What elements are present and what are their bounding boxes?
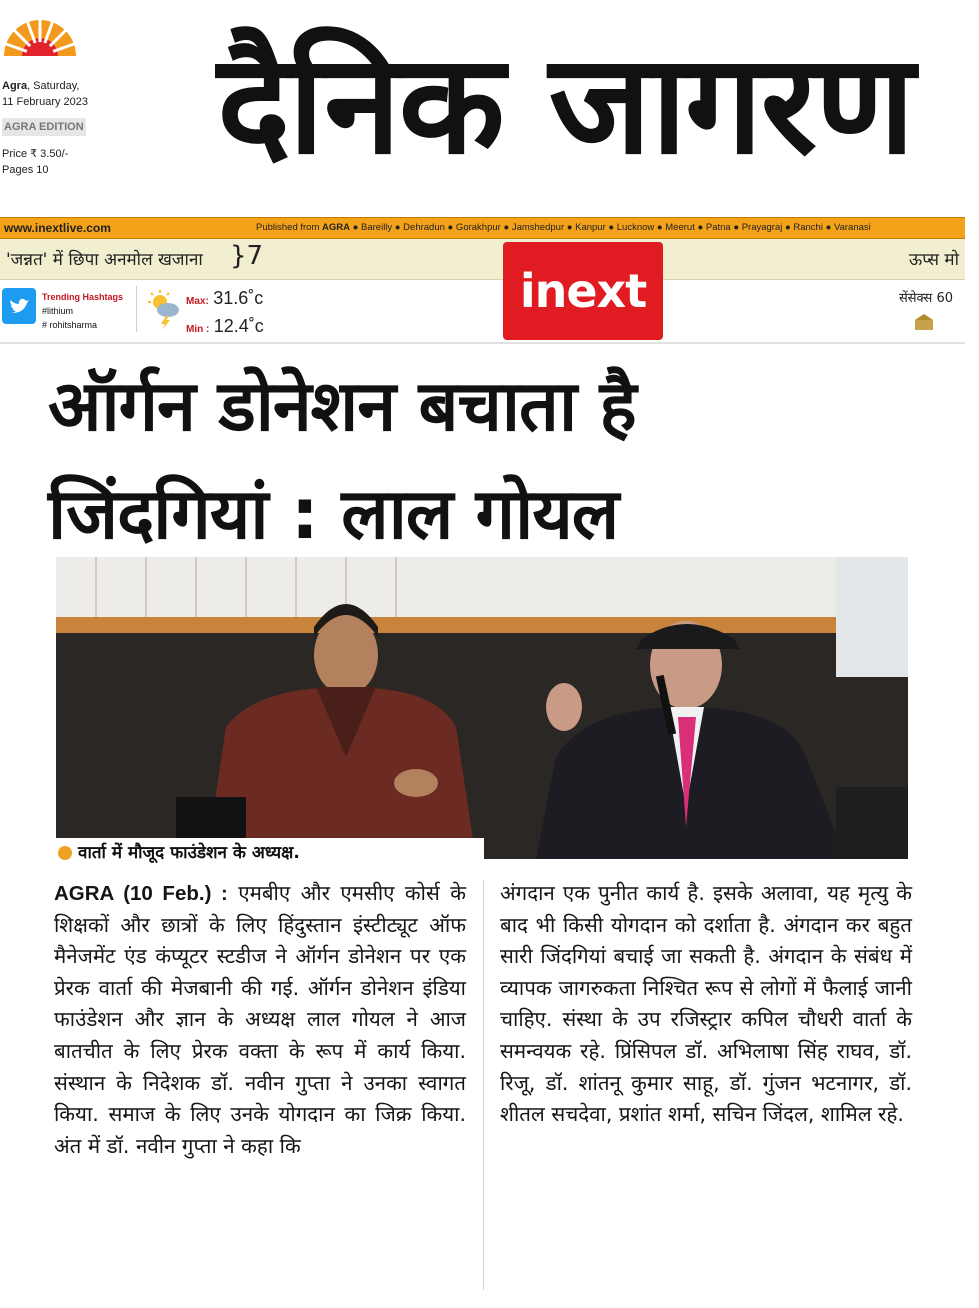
jagran-sun-logo-icon	[2, 4, 78, 56]
article-text: एमबीए और एमसीए कोर्स के शिक्षकों और छात्रों के लिए हिंदुस्तान इंस्टीट्यूट ऑफ मैनेजमेंट एंड कंप्यूटर स्टडीज ने ऑर्गन डोनेशन पर एक प्रेरक वार्ता की मेजबानी की गई. ऑर्गन डोनेशन इंडिया फाउंडेशन और ज्ञान के अध्यक्ष लाल गोयल ने आज बातचीत के लिए प्रेरक वक्ता के रूप में कार्य किया. संस्थान के निदेशक डॉ. नवीन गुप्ता ने उनका स्वागत किया. समाज के लिए उनके योगदान का जिक्र किया. अंत में डॉ. नवीन गुप्ता ने कहा कि	[54, 881, 466, 1158]
temperature-readout	[186, 286, 264, 342]
published-from	[256, 218, 871, 238]
publication-strip	[0, 217, 965, 239]
price: Price ₹ 3.50/-	[2, 148, 69, 160]
twitter-icon	[2, 286, 36, 326]
page-count: Pages 10	[2, 164, 49, 176]
article-column-1	[54, 878, 466, 1162]
article-column-2	[500, 878, 912, 1131]
trending-hashtags	[42, 290, 123, 332]
inext-logo: inext	[503, 242, 663, 340]
max-label: Max:	[186, 296, 209, 307]
edition-badge: AGRA EDITION	[2, 118, 86, 136]
other-cities: ● Bareilly ● Dehradun ● Gorakhpur ● Jamshedpur ● Kanpur ● Lucknow ● Meerut ● Patna ● Prayagraj ● Ranchi ● Varanasi	[352, 222, 871, 233]
news-photo	[56, 557, 908, 859]
building-icon	[913, 314, 935, 330]
headline-line: ऑर्गन डोनेशन बचाता है	[48, 365, 636, 447]
caption-text: वार्ता में मौजूद फाउंडेशन के अध्यक्ष.	[78, 843, 300, 863]
edition-meta	[2, 78, 112, 178]
website-link[interactable]: www.inextlive.com	[4, 221, 111, 235]
photo-caption	[54, 838, 484, 868]
min-label: Min :	[186, 324, 210, 335]
bullet-icon	[58, 846, 72, 860]
sensex-teaser: सेंसेक्स 60	[898, 291, 953, 306]
dateline: AGRA (10 Feb.) :	[54, 882, 228, 905]
weather-icon	[146, 288, 182, 330]
published-from-label: Published from	[256, 222, 320, 233]
divider	[136, 286, 137, 332]
info-row	[0, 280, 965, 344]
hashtag[interactable]: #lithium	[42, 306, 74, 316]
date-line	[2, 78, 112, 94]
teaser-page-ref: }7	[230, 241, 264, 271]
max-temp: 31.6˚c	[213, 288, 264, 308]
teaser-right: ऊप्स मो	[908, 250, 959, 270]
headline-line: जिंदगियां : लाल गोयल	[48, 473, 619, 555]
headline	[48, 352, 938, 568]
column-divider	[483, 880, 484, 1290]
hashtag[interactable]: # rohitsharma	[42, 320, 98, 330]
published-from-city: AGRA	[322, 222, 350, 233]
date-full: 11 February 2023	[2, 96, 89, 108]
teaser-band	[0, 239, 965, 280]
trending-label: Trending Hashtags	[42, 292, 124, 302]
teaser-left: 'जन्नत' में छिपा अनमोल खजाना	[6, 250, 203, 270]
newspaper-title: दैनिक जागरण	[217, 24, 913, 185]
article-text: अंगदान एक पुनीत कार्य है. इसके अलावा, यह मृत्यु के बाद भी किसी योगदान को दर्शाता है. अंगदान कर बहुत सारी जिंदगियां बचाई जा सकती है. अंगदान के संबंध में व्यापक जागरुकता निश्चित रूप से लोगों में फैलाई जानी चाहिए. संस्था के उप रजिस्ट्रार कपिल चौधरी वार्ता के समन्वयक रहे. प्रिंसिपल डॉ. अभिलाषा सिंह राघव, डॉ. रिजू, डॉ. शांतनू कुमार साहू, डॉ. गुंजन भटनागर, डॉ. शीतल सचदेवा, प्रशांत शर्मा, सचिन जिंदल, शामिल रहे.	[500, 881, 912, 1127]
edition-city: Agra	[2, 80, 28, 92]
min-temp: 12.4˚c	[213, 316, 264, 336]
date-weekday: , Saturday,	[27, 80, 80, 92]
